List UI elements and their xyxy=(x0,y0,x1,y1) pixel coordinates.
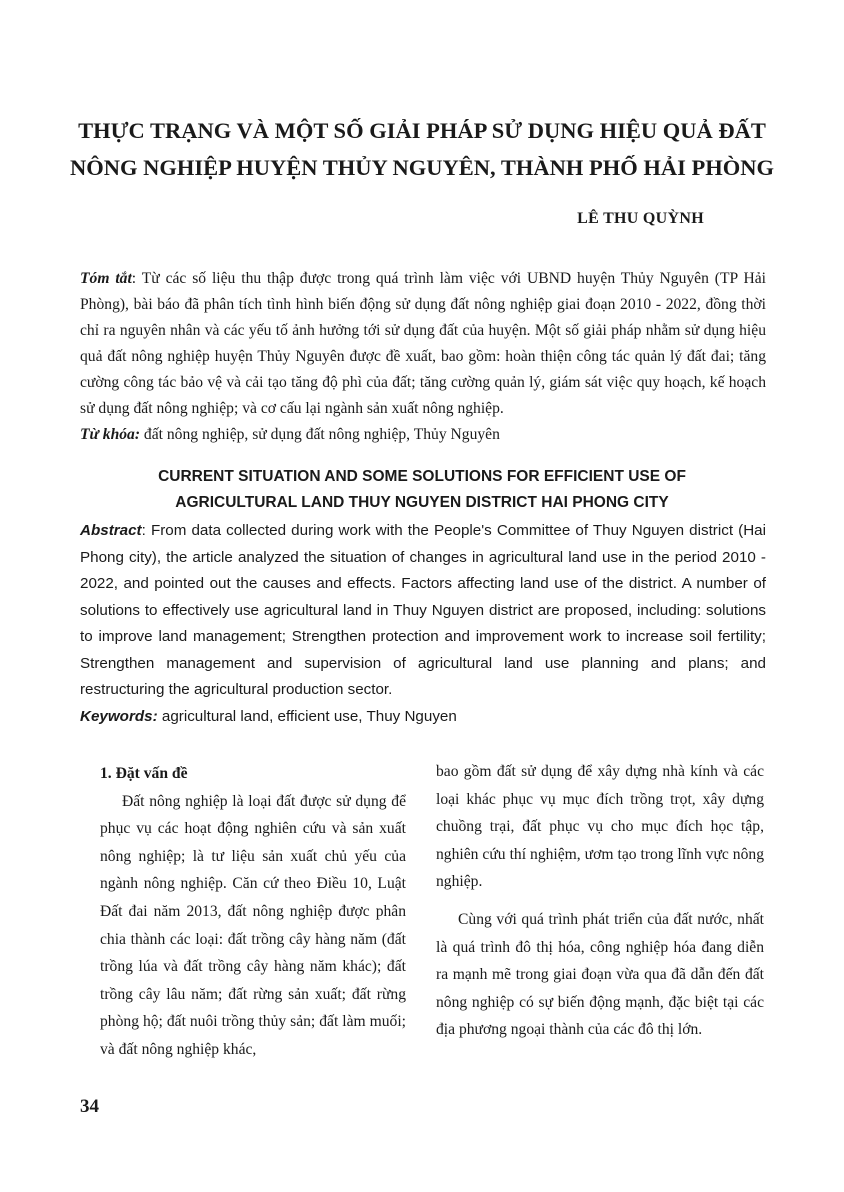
body-column-right xyxy=(436,758,764,1044)
body-paragraph: Đất nông nghiệp là loại đất được sử dụng để phục vụ các hoạt động nghiên cứu và sản xuất nông nghiệp; là tư liệu sản xuất chủ yếu của ngành nông nghiệp. Căn cứ theo Điều 10, Luật Đất đai năm 2013, đất nông nghiệp được phân chia thành các loại: đất trồng cây hàng năm (đất trồng lúa và đất trồng cây hàng năm khác); đất trồng cây lâu năm; đất rừng sản xuất; đất rừng phòng hộ; đất nuôi trồng thủy sản; đất làm muối; và đất nông nghiệp khác, xyxy=(100,792,406,1058)
keywords-vn-text: đất nông nghiệp, sử dụng đất nông nghiệp, Thủy Nguyên xyxy=(140,426,500,443)
keywords-en-text: agricultural land, efficient use, Thuy Nguyen xyxy=(157,707,457,725)
abstract-english xyxy=(80,518,766,730)
abstract-en-label: Abstract xyxy=(80,522,142,539)
keywords-en-label: Keywords: xyxy=(80,707,158,725)
keywords-vn-label: Từ khóa: xyxy=(80,426,141,443)
body-paragraph-continued: bao gồm đất sử dụng để xây dựng nhà kính và các loại khác phục vụ mục đích trồng trọt, xây dựng chuồng trại, đất phục vụ cho mục đích học tập, nghiên cứu thí nghiệm, ươm tạo trong lĩnh vực nông nghiệp. xyxy=(436,763,764,891)
article-title-line2: NÔNG NGHIỆP HUYỆN THỦY NGUYÊN, THÀNH PHỐ HẢI PHÒNG xyxy=(69,155,774,180)
body-paragraph: Cùng với quá trình phát triển của đất nước, nhất là quá trình đô thị hóa, công nghiệp hóa đang diễn ra mạnh mẽ trong giai đoạn vừa qua đã dẫn đến đất nông nghiệp có sự biến động mạnh, đặc biệt tại các địa phương ngoại thành của các đô thị lớn. xyxy=(436,910,764,1039)
page-number: 34 xyxy=(80,1096,99,1117)
section-heading: 1. Đặt vấn đề xyxy=(100,765,188,782)
abstract-vietnamese xyxy=(80,266,766,448)
abstract-en-text: : From data collected during work with the People's Committee of Thuy Nguyen district (Hai Phong city), the article analyzed the situation of changes in agricultural land use in the period 2010 - 2022, and pointed out the causes and effects. Factors affecting land use of the district. A number of solutions to effectively use agricultural land in Thuy Nguyen district are proposed, including: solutions to improve land management; Strengthen protection and improvement work to increase soil fertility; Strengthen management and supervision of agricultural land use planning and plans; and restructuring the agricultural production sector. xyxy=(80,522,766,698)
keywords-vn xyxy=(80,422,766,448)
body-column-left xyxy=(100,760,406,1064)
english-title xyxy=(60,464,784,516)
article-title-line1: THỰC TRẠNG VÀ MỘT SỐ GIẢI PHÁP SỬ DỤNG HIỆU QUẢ ĐẤT xyxy=(78,118,766,143)
english-title-line2: AGRICULTURAL LAND THUY NGUYEN DISTRICT HAI PHONG CITY xyxy=(175,494,669,511)
english-title-line1: CURRENT SITUATION AND SOME SOLUTIONS FOR EFFICIENT USE OF xyxy=(158,468,686,485)
abstract-vn-text: : Từ các số liệu thu thập được trong quá trình làm việc với UBND huyện Thủy Nguyên (TP Hải Phòng), bài báo đã phân tích tình hình biến động sử dụng đất nông nghiệp giai đoạn 2010 - 2022, đồng thời chỉ ra nguyên nhân và các yếu tố ảnh hưởng tới sử dụng đất của huyện. Một số giải pháp nhằm sử dụng hiệu quả đất nông nghiệp huyện Thủy Nguyên được đề xuất, bao gồm: hoàn thiện công tác quản lý đất đai; tăng cường công tác bảo vệ và cải tạo tăng độ phì của đất; tăng cường quản lý, giám sát việc quy hoạch, kế hoạch sử dụng đất nông nghiệp; và cơ cấu lại ngành sản xuất nông nghiệp. xyxy=(80,270,766,417)
author-name: LÊ THU QUỲNH xyxy=(577,210,704,227)
article-title xyxy=(60,112,784,186)
abstract-vn-label: Tóm tắt xyxy=(80,270,132,287)
keywords-en xyxy=(80,704,766,731)
